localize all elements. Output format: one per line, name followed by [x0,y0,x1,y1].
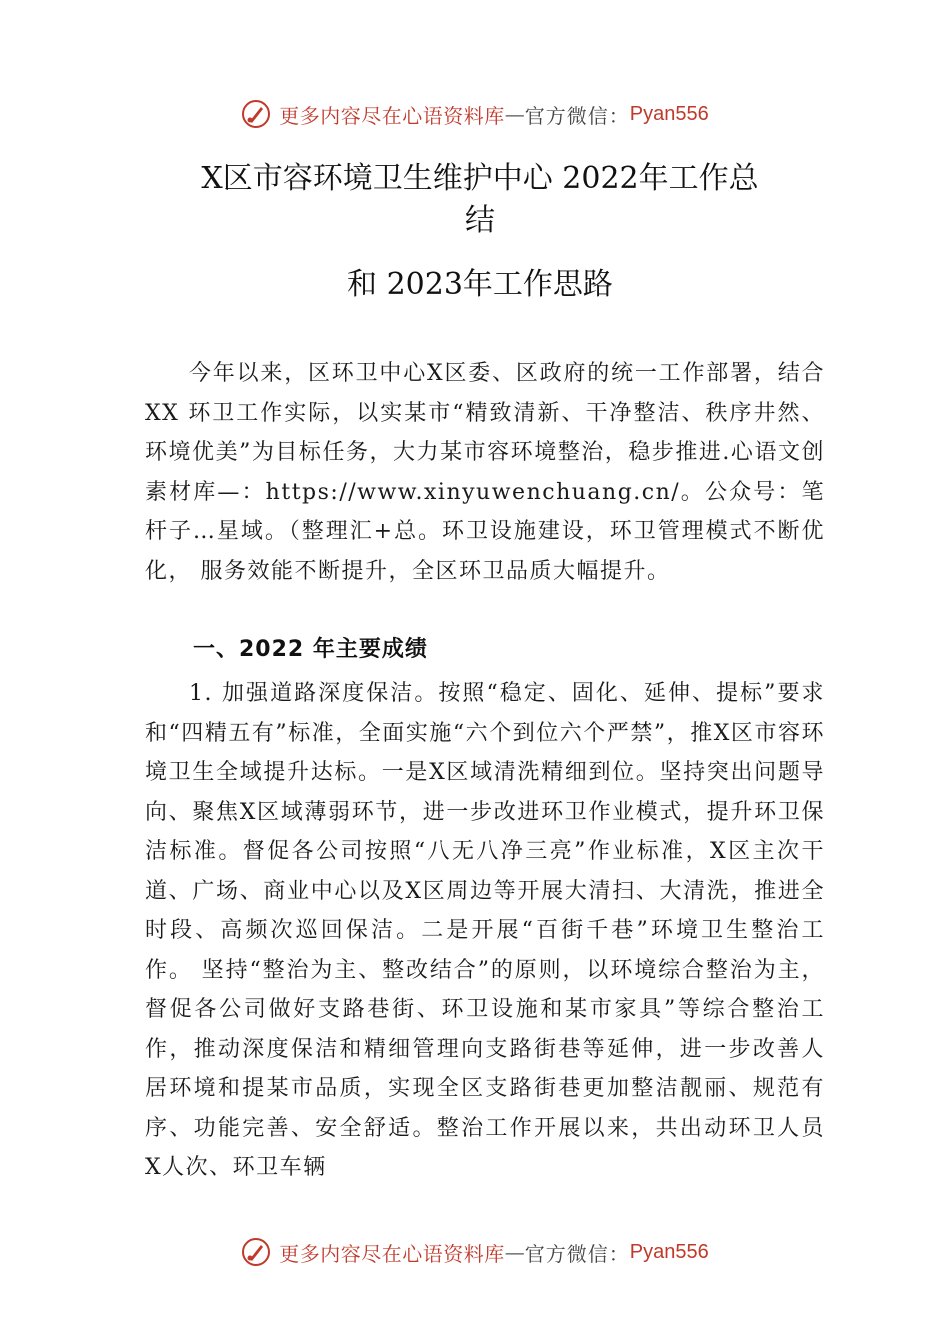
banner-wechat-label: 官方微信： [524,103,630,128]
quill-pen-logo-icon [241,99,271,129]
banner-promo-text: 更多内容尽在心语资料库 [279,1241,505,1266]
banner-wechat-id: Pyan556 [629,102,709,125]
intro-paragraph: 今年以来，区环卫中心X区委、区政府的统一工作部署，结合 XX 环卫工作实际，以实某市“精致清新、干净整洁、秩序井然、环境优美”为目标任务，大力某市容环境整治，稳步推进.心语文创素材库—：https://www.xinyuwenchuang.cn/。公众号：笔杆子…星域。（整理汇+总。环卫设施建设，环卫管理模式不断优化， 服务效能不断提升，全区环卫品质大幅提升。 [145,361,825,584]
document-title-line3: 和 2023年工作思路 [347,267,613,302]
banner-wechat-label: 官方微信： [524,1241,630,1266]
footer-banner [0,1232,950,1272]
banner-separator: — [504,102,525,126]
section-heading: 一、2022 年主要成绩 [193,637,428,662]
quill-pen-logo-icon [241,1237,271,1267]
banner-separator: — [504,1240,525,1264]
banner-promo-text: 更多内容尽在心语资料库 [279,103,505,128]
header-banner [0,94,950,134]
banner-wechat-id: Pyan556 [629,1240,709,1263]
document-title-line2: 结 [465,203,495,238]
document-title-line1: X区市容环境卫生维护中心 2022年工作总 [201,161,759,196]
section-paragraph: 1. 加强道路深度保洁。按照“稳定、固化、延伸、提标”要求和“四精五有”标准，全面实施“六个到位六个严禁”，推X区市容环境卫生全域提升达标。一是X区域清洗精细到位。坚持突出问题导向、聚焦X区域薄弱环节，进一步改进环卫作业模式，提升环卫保洁标准。督促各公司按照“八无八净三亮”作业标准，X区主次干道、广场、商业中心以及X区周边等开展大清扫、大清洗，推进全时段、高频次巡回保洁。二是开展“百街千巷”环境卫生整治工作。 坚持“整治为主、整改结合”的原则，以环境综合整治为主， 督促各公司做好支路巷街、环卫设施和某市家具”等综合整治工作，推动深度保洁和精细管理向支路街巷等延伸，进一步改善人居环境和提某市品质，实现全区支路街巷更加整洁靓丽、规范有序、功能完善、安全舒适。整治工作开展以来，共出动环卫人员 X人次、环卫车辆 [145,681,825,1180]
